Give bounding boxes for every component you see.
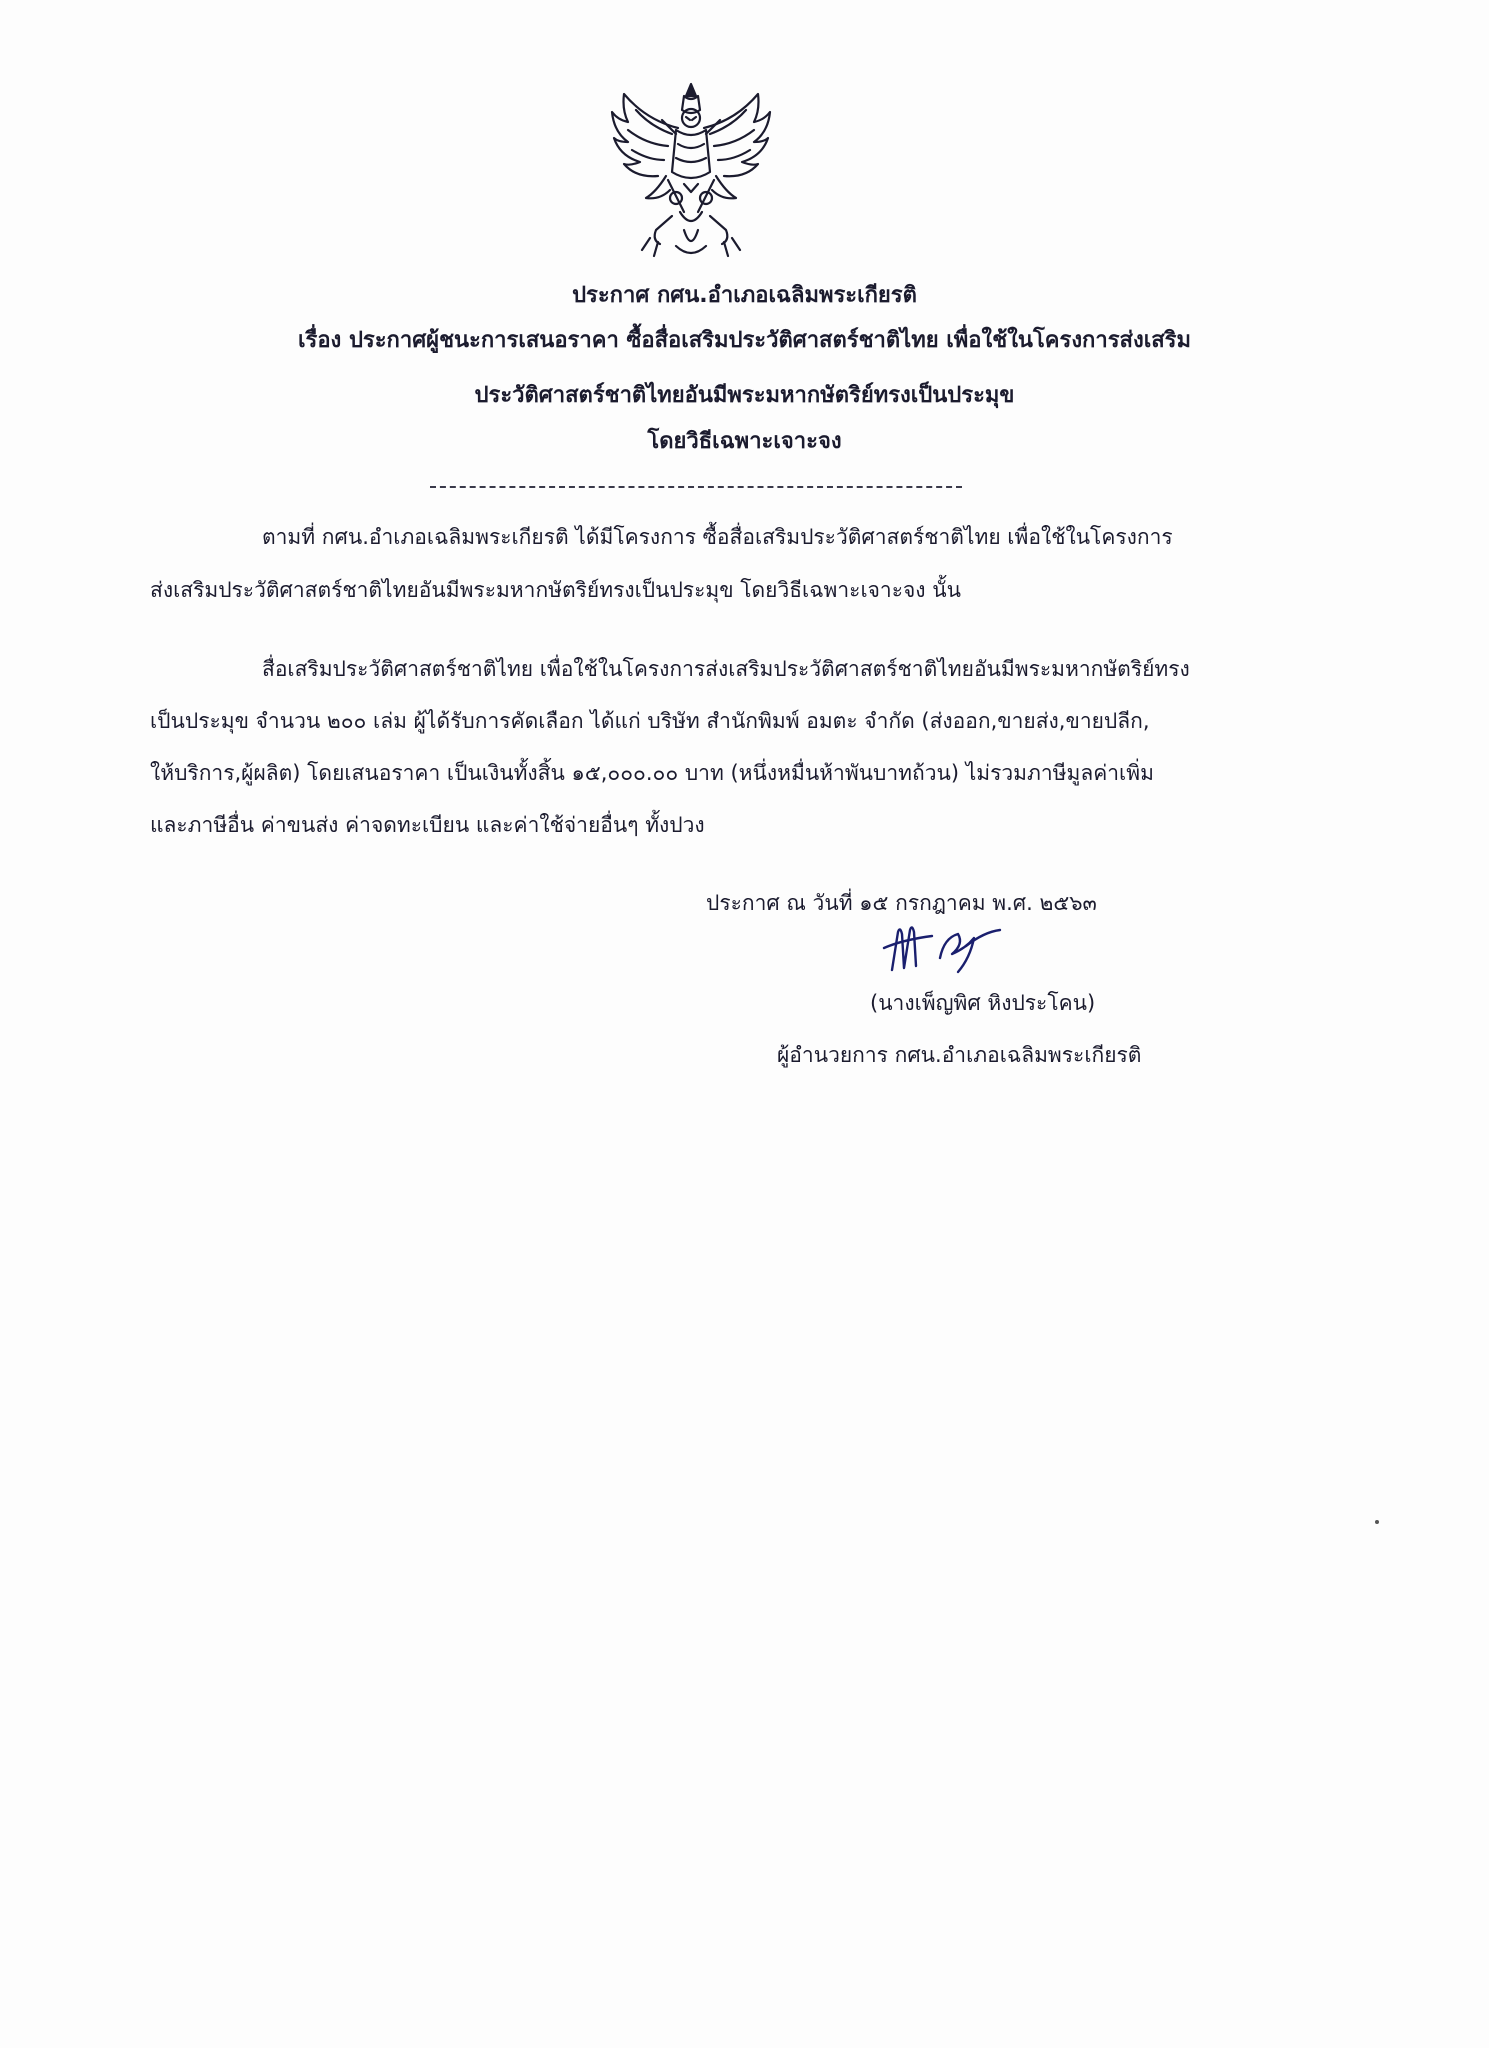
announcement-subject: เรื่อง ประกาศผู้ชนะการเสนอราคา ซื้อสื่อเสริมประวัติศาสตร์ชาติไทย เพื่อใช้ในโครงการส่งเสริม (298, 328, 1191, 353)
paragraph-2-line-2: เป็นประมุข จำนวน ๒๐๐ เล่ม ผู้ได้รับการคัดเลือก ได้แก่ บริษัท สำนักพิมพ์ อมตะ จำกัด (ส่งออก,ขายส่ง,ขายปลีก, (150, 709, 1150, 733)
announcement-subject-cont: ประวัติศาสตร์ชาติไทยอันมีพระมหากษัตริย์ทรงเป็นประมุข (474, 383, 1015, 408)
paragraph-1-line-1: ตามที่ กศน.อำเภอเฉลิมพระเกียรติ ได้มีโครงการ ซื้อสื่อเสริมประวัติศาสตร์ชาติไทย เพื่อใช้ในโครงการ (262, 525, 1173, 549)
signature-image (862, 918, 1022, 980)
announcement-method: โดยวิธีเฉพาะเจาะจง (647, 429, 842, 454)
paragraph-1-line-2: ส่งเสริมประวัติศาสตร์ชาติไทยอันมีพระมหากษัตริย์ทรงเป็นประมุข โดยวิธีเฉพาะเจาะจง นั้น (150, 578, 961, 602)
signer-name: (นางเพ็ญพิศ หิงประโคน) (870, 991, 1096, 1015)
paragraph-2-line-1: สื่อเสริมประวัติศาสตร์ชาติไทย เพื่อใช้ในโครงการส่งเสริมประวัติศาสตร์ชาติไทยอันมีพระมหากษัตริย์ทรง (262, 657, 1190, 681)
scan-speck (1375, 1520, 1379, 1524)
garuda-emblem-icon (606, 80, 776, 260)
signer-position: ผู้อำนวยการ กศน.อำเภอเฉลิมพระเกียรติ (777, 1043, 1142, 1067)
paragraph-2-line-4: และภาษีอื่น ค่าขนส่ง ค่าจดทะเบียน และค่าใช้จ่ายอื่นๆ ทั้งปวง (150, 813, 705, 837)
paragraph-2-line-3: ให้บริการ,ผู้ผลิต) โดยเสนอราคา เป็นเงินทั้งสิ้น ๑๕,๐๐๐.๐๐ บาท (หนึ่งหมื่นห้าพันบาทถ้วน) ไม่รวมภาษีมูลค่าเพิ่ม (150, 761, 1154, 785)
heading-divider (430, 486, 962, 488)
announcement-date: ประกาศ ณ วันที่ ๑๕ กรกฎาคม พ.ศ. ๒๕๖๓ (706, 891, 1097, 915)
announcement-title: ประกาศ กศน.อำเภอเฉลิมพระเกียรติ (572, 283, 917, 308)
